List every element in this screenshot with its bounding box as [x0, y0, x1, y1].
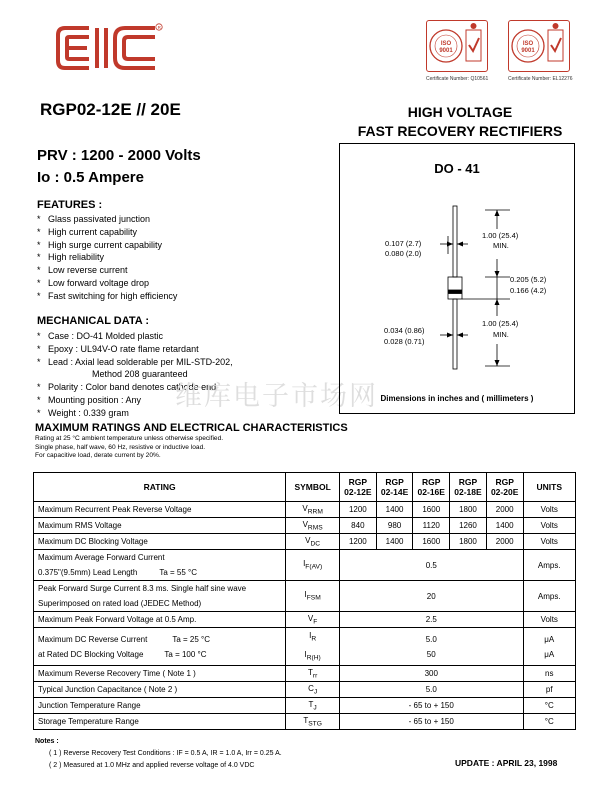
mechanical-item-cont: Method 208 guaranteed — [92, 369, 188, 380]
feature-item: * Glass passivated junction — [37, 213, 177, 226]
watermark: 维库电子市场网 — [175, 381, 378, 412]
svg-text:R: R — [157, 25, 161, 30]
cert-caption-2: Certificate Number: EL12276 — [508, 76, 573, 82]
part-number-title: RGP02-12E // 20E — [40, 100, 181, 119]
table-header-row — [34, 473, 576, 502]
col-header-part: RGP 02-12E — [340, 473, 377, 502]
product-category — [345, 103, 575, 141]
ratings-table — [33, 472, 576, 730]
table-row: Maximum DC Blocking Voltage $V_{DC}$ 1200 1400 1600 1800 2000 Volts — [34, 534, 576, 550]
col-header-units: UNITS — [523, 473, 575, 502]
col-header-part: RGP 02-20E — [486, 473, 523, 502]
table-row: Maximum Average Forward Current 0.375"(9.5mm) Lead Length Ta = 55 °C $I_{F(AV)}$ 0.5 Amps. — [34, 550, 576, 581]
note-1: ( 1 ) Reverse Recovery Test Conditions : IF = 0.5 A, IR = 1.0 A, Irr = 0.25 A. — [49, 750, 282, 757]
table-row: Typical Junction Capacitance ( Note 2 ) $C_J$ 5.0 pf — [34, 682, 576, 698]
update-date: UPDATE : APRIL 23, 1998 — [455, 758, 558, 768]
eic-logo — [55, 22, 165, 74]
col-header-part: RGP 02-18E — [450, 473, 487, 502]
table-row: Maximum Peak Forward Voltage at 0.5 Amp. $V_F$ 2.5 Volts — [34, 612, 576, 628]
col-header-rating: RATING — [34, 473, 286, 502]
ratings-conditions — [35, 435, 223, 461]
feature-item: * Low forward voltage drop — [37, 277, 177, 290]
wire-dia-min: 0.028 (0.71) — [384, 337, 425, 346]
ratings-note-3: For capacitive load, derate current by 20%. — [35, 452, 161, 460]
lead-length-bottom-min: MIN. — [493, 330, 509, 339]
svg-text:9001: 9001 — [521, 48, 535, 54]
feature-item: * Low reverse current — [37, 264, 177, 277]
mechanical-item: * Case : DO-41 Molded plastic — [37, 330, 233, 343]
wire-dia-max: 0.034 (0.86) — [384, 326, 425, 335]
feature-item: * High surge current capability — [37, 239, 177, 252]
svg-text:9001: 9001 — [439, 48, 453, 54]
feature-item: * Fast switching for high efficiency — [37, 290, 177, 303]
mechanical-item: * Weight : 0.339 gram — [37, 407, 233, 420]
svg-text:ISO: ISO — [522, 41, 534, 47]
features-list — [37, 213, 177, 303]
lead-length-top-min: MIN. — [493, 241, 509, 250]
dimensions-note: Dimensions in inches and ( millimeters ) — [380, 394, 534, 403]
note-2: ( 2 ) Measured at 1.0 MHz and applied reverse voltage of 4.0 VDC — [49, 762, 255, 769]
lead-dia-max: 0.107 (2.7) — [385, 239, 422, 248]
iso-cert-badge-2 — [508, 20, 570, 72]
table-row: Maximum RMS Voltage $V_{RMS}$ 840 980 1120 1260 1400 Volts — [34, 518, 576, 534]
body-length-max: 0.205 (5.2) — [510, 275, 547, 284]
feature-item: * High reliability — [37, 251, 177, 264]
features-heading: FEATURES : — [37, 199, 103, 211]
mechanical-item: * Mounting position : Any — [37, 394, 233, 407]
table-row: Maximum DC Reverse Current Ta = 25 °C at Rated DC Blocking Voltage Ta = 100 °C $I_R$ $I_{R(H)}$ 5.0 50 μA μA — [34, 628, 576, 666]
table-row: Storage Temperature Range $T_{STG}$ - 65 to + 150 °C — [34, 714, 576, 730]
package-outline-box — [339, 143, 575, 414]
mechanical-heading: MECHANICAL DATA : — [37, 315, 150, 327]
lead-length-bottom: 1.00 (25.4) — [482, 319, 519, 328]
iso-cert-badge-1 — [426, 20, 488, 72]
prv-rating: PRV : 1200 - 2000 Volts — [37, 147, 201, 164]
feature-item: * High current capability — [37, 226, 177, 239]
mechanical-item: * Polarity : Color band denotes cathode end — [37, 381, 233, 394]
table-row: Peak Forward Surge Current 8.3 ms. Single half sine wave Superimposed on rated load (JEDEC Method) $I_{FSM}$ 20 Amps. — [34, 581, 576, 612]
lead-dia-min: 0.080 (2.0) — [385, 249, 422, 258]
col-header-symbol: SYMBOL — [286, 473, 340, 502]
lead-length-top: 1.00 (25.4) — [482, 231, 519, 240]
col-header-part: RGP 02-14E — [376, 473, 413, 502]
table-row: Junction Temperature Range $T_J$ - 65 to + 150 °C — [34, 698, 576, 714]
category-line-2: FAST RECOVERY RECTIFIERS — [357, 123, 563, 139]
col-header-part: RGP 02-16E — [413, 473, 450, 502]
key-ratings — [37, 145, 201, 189]
ratings-note-2: Single phase, half wave, 60 Hz, resistive or inductive load. — [35, 443, 206, 451]
svg-text:ISO: ISO — [440, 41, 452, 47]
ratings-note-1: Rating at 25 °C ambient temperature unless otherwise specified. — [35, 435, 224, 442]
ratings-heading: MAXIMUM RATINGS AND ELECTRICAL CHARACTERISTICS — [35, 422, 348, 434]
notes-section — [35, 736, 282, 772]
notes-heading: Notes : — [35, 738, 59, 745]
io-rating: Io : 0.5 Ampere — [37, 169, 144, 186]
package-name: DO - 41 — [434, 161, 480, 176]
table-row: Maximum Reverse Recovery Time ( Note 1 ) $T_{rr}$ 300 ns — [34, 666, 576, 682]
cert-caption-1: Certificate Number: Q10561 — [426, 76, 489, 82]
table-row: Maximum Recurrent Peak Reverse Voltage $V_{RRM}$ 1200 1400 1600 1800 2000 Volts — [34, 502, 576, 518]
mechanical-item: * Epoxy : UL94V-O rate flame retardant — [37, 343, 233, 356]
body-length-min: 0.166 (4.2) — [510, 286, 547, 295]
mechanical-item: * Lead : Axial lead solderable per MIL-STD-202, — [37, 356, 233, 369]
category-line-1: HIGH VOLTAGE — [407, 104, 513, 120]
